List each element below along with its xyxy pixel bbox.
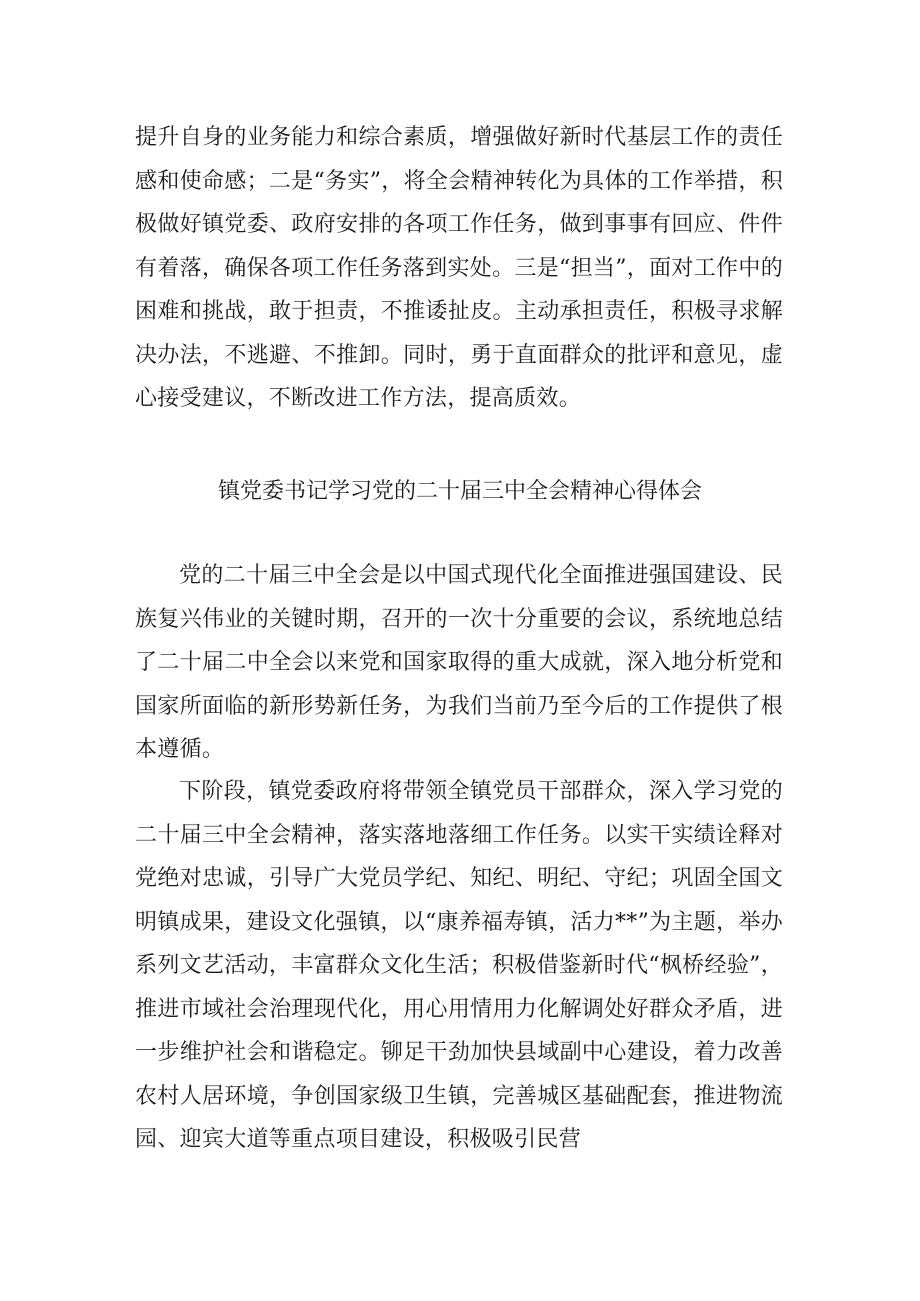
document-title: 镇党委书记学习党的二十届三中全会精神心得体会 <box>217 479 702 504</box>
continuation-paragraph: 提升自身的业务能力和综合素质，增强做好新时代基层工作的责任感和使命感；二是“务实”，将全会精神转化为具体的工作举措，积极做好镇党委、政府安排的各项工作任务，做到事事有回应、件件有着落，确保各项工作任务落到实处。三是“担当”，面对工作中的困难和挑战，敢于担责，不推诿扯皮。主动承担责任，积极寻求解决办法，不逃避、不推卸。同时，勇于直面群众的批评和意见，虚心接受建议，不断改进工作方法，提高质效。 <box>135 125 783 411</box>
body-paragraph-1: 党的二十届三中全会是以中国式现代化全面推进强国建设、民族复兴伟业的关键时期，召开的一次十分重要的会议，系统地总结了二十届二中全会以来党和国家取得的重大成就，深入地分析党和国家所面临的新形势新任务，为我们当前乃至今后的工作提供了根本遵循。 <box>135 563 783 762</box>
body-paragraph-2: 下阶段，镇党委政府将带领全镇党员干部群众，深入学习党的二十届三中全会精神，落实落地落细工作任务。以实干实绩诠释对党绝对忠诚，引导广大党员学纪、知纪、明纪、守纪；巩固全国文明镇成果，建设文化强镇，以“康养福寿镇，活力**”为主题，举办系列文艺活动，丰富群众文化生活；积极借鉴新时代“枫桥经验”，推进市域社会治理现代化，用心用情用力化解调处好群众矛盾，进一步维护社会和谐稳定。铆足干劲加快县域副中心建设，着力改善农村人居环境，争创国家级卫生镇，完善城区基础配套，推进物流园、迎宾大道等重点项目建设，积极吸引民营 <box>135 779 783 1152</box>
